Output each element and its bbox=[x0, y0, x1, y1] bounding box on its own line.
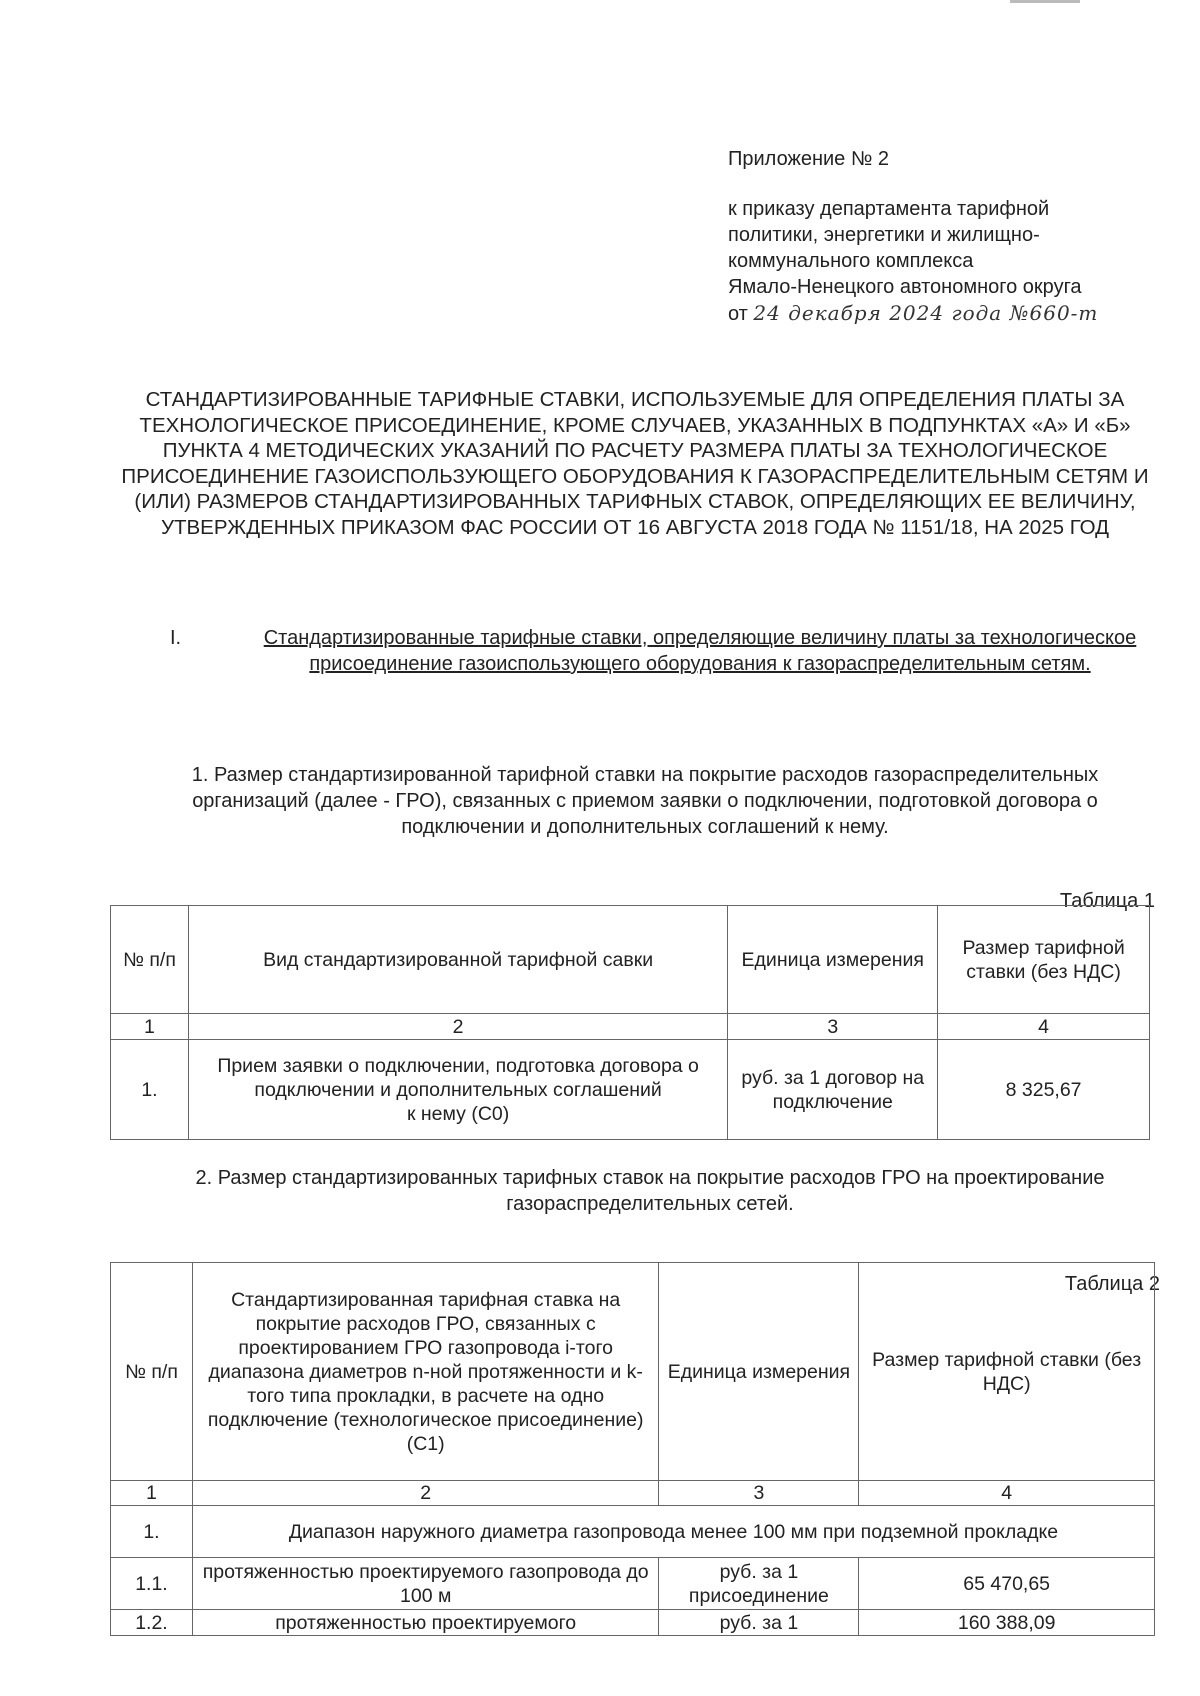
table-header-row bbox=[111, 906, 1150, 1014]
table-row bbox=[111, 1040, 1150, 1140]
table-2 bbox=[110, 1262, 1155, 1636]
appendix-line: политики, энергетики и жилищно- bbox=[728, 224, 1040, 246]
section-title: Стандартизированные тарифные ставки, определяющие величину платы за технологическое присоединение газоиспользующего оборудования к газораспределительным сетям. bbox=[263, 627, 1137, 675]
diameter-range: Диапазон наружного диаметра газопровода менее 100 мм при подземной прокладке bbox=[192, 1506, 1154, 1558]
column-number: 2 bbox=[188, 1014, 727, 1040]
header-cell: Стандартизированная тарифная ставка на покрытие расходов ГРО, связанных с проектированием ГРО газопровода i-того диапазона диаметров n-ной протяженности и k-того типа прокладки, в расчете на одно подключение (технологическое присоединение) (С1) bbox=[192, 1263, 659, 1481]
appendix-number: Приложение № 2 bbox=[728, 148, 889, 170]
appendix-line: Ямало-Ненецкого автономного округа bbox=[728, 276, 1082, 298]
rate-value: 65 470,65 bbox=[859, 1558, 1155, 1610]
column-number-row bbox=[111, 1481, 1155, 1506]
column-number: 3 bbox=[728, 1014, 938, 1040]
row-number: 1.2. bbox=[111, 1610, 193, 1636]
rate-unit: руб. за 1 договор на подключение bbox=[728, 1040, 938, 1140]
header-cell: Вид стандартизированной тарифной савки bbox=[188, 906, 727, 1014]
row-number: 1.1. bbox=[111, 1558, 193, 1610]
appendix-date-line bbox=[728, 300, 1168, 327]
column-number: 4 bbox=[938, 1014, 1150, 1040]
column-number-row bbox=[111, 1014, 1150, 1040]
column-number: 2 bbox=[192, 1481, 659, 1506]
paragraph-1: 1. Размер стандартизированной тарифной ставки на покрытие расходов газораспределительных организаций (далее - ГРО), связанных с приемом заявки о подключении, подготовкой договора о подключении и дополнительных соглашений к нему. bbox=[191, 764, 1099, 838]
table-1 bbox=[110, 905, 1150, 1140]
table-group-row bbox=[111, 1506, 1155, 1558]
rate-value: 8 325,67 bbox=[938, 1040, 1150, 1140]
column-number: 1 bbox=[111, 1014, 189, 1040]
column-number: 3 bbox=[659, 1481, 859, 1506]
page-corner-mark bbox=[1010, 0, 1080, 3]
row-number: 1. bbox=[111, 1506, 193, 1558]
rate-unit: руб. за 1 присоединение bbox=[659, 1558, 859, 1610]
header-cell: № п/п bbox=[111, 1263, 193, 1481]
column-number: 1 bbox=[111, 1481, 193, 1506]
section-number: I. bbox=[170, 627, 182, 649]
table-row bbox=[111, 1558, 1155, 1610]
date-prefix: от bbox=[728, 303, 748, 325]
header-cell: Единица измерения bbox=[659, 1263, 859, 1481]
rate-name bbox=[188, 1040, 727, 1140]
table-header-row bbox=[111, 1263, 1155, 1481]
rate-name: протяженностью проектируемого газопровода до 100 м bbox=[192, 1558, 659, 1610]
appendix-line: коммунального комплекса bbox=[728, 250, 974, 272]
header-cell: Размер тарифной ставки (без НДС) bbox=[859, 1263, 1155, 1481]
rate-name-line: Прием заявки о подключении, подготовка договора о подключении и дополнительных соглашений bbox=[217, 1054, 699, 1101]
row-number: 1. bbox=[111, 1040, 189, 1140]
header-cell: № п/п bbox=[111, 906, 189, 1014]
header-cell: Единица измерения bbox=[728, 906, 938, 1014]
section-heading bbox=[170, 625, 1160, 677]
column-number: 4 bbox=[859, 1481, 1155, 1506]
table-2-caption: Таблица 2 bbox=[1064, 1273, 1160, 1295]
table-row bbox=[111, 1610, 1155, 1636]
rate-unit: руб. за 1 bbox=[659, 1610, 859, 1636]
header-cell: Размер тарифной ставки (без НДС) bbox=[938, 906, 1150, 1014]
rate-name-line: к нему (С0) bbox=[406, 1102, 510, 1125]
table-1-caption: Таблица 1 bbox=[1059, 890, 1155, 912]
document-title: СТАНДАРТИЗИРОВАННЫЕ ТАРИФНЫЕ СТАВКИ, ИСПОЛЬЗУЕМЫЕ ДЛЯ ОПРЕДЕЛЕНИЯ ПЛАТЫ ЗА ТЕХНОЛОГИЧЕСКОЕ ПРИСОЕДИНЕНИЕ, КРОМЕ СЛУЧАЕВ, УКАЗАННЫХ В ПОДПУНКТАХ «А» И «Б» ПУНКТА 4 МЕТОДИЧЕСКИХ УКАЗАНИЙ ПО РАСЧЕТУ РАЗМЕРА ПЛАТЫ ЗА ТЕХНОЛОГИЧЕСКОЕ ПРИСОЕДИНЕНИЕ ГАЗОИСПОЛЬЗУЮЩЕГО ОБОРУДОВАНИЯ К ГАЗОРАСПРЕДЕЛИТЕЛЬНЫМ СЕТЯМ И (ИЛИ) РАЗМЕРОВ СТАНДАРТИЗИРОВАННЫХ ТАРИФНЫХ СТАВОК, ОПРЕДЕЛЯЮЩИХ ЕЕ ВЕЛИЧИНУ, УТВЕРЖДЕННЫХ ПРИКАЗОМ ФАС РОССИИ ОТ 16 АВГУСТА 2018 ГОДА № 1151/18, НА 2025 ГОД bbox=[121, 388, 1149, 539]
appendix-order-reference bbox=[728, 196, 1168, 300]
paragraph-2: 2. Размер стандартизированных тарифных ставок на покрытие расходов ГРО на проектирование газораспределительных сетей. bbox=[195, 1167, 1105, 1215]
handwritten-date: 24 декабря 2024 года №660-т bbox=[753, 301, 1099, 325]
appendix-header bbox=[728, 146, 1168, 327]
rate-value: 160 388,09 bbox=[859, 1610, 1155, 1636]
appendix-line: к приказу департамента тарифной bbox=[728, 198, 1050, 220]
rate-name: протяженностью проектируемого bbox=[192, 1610, 659, 1636]
